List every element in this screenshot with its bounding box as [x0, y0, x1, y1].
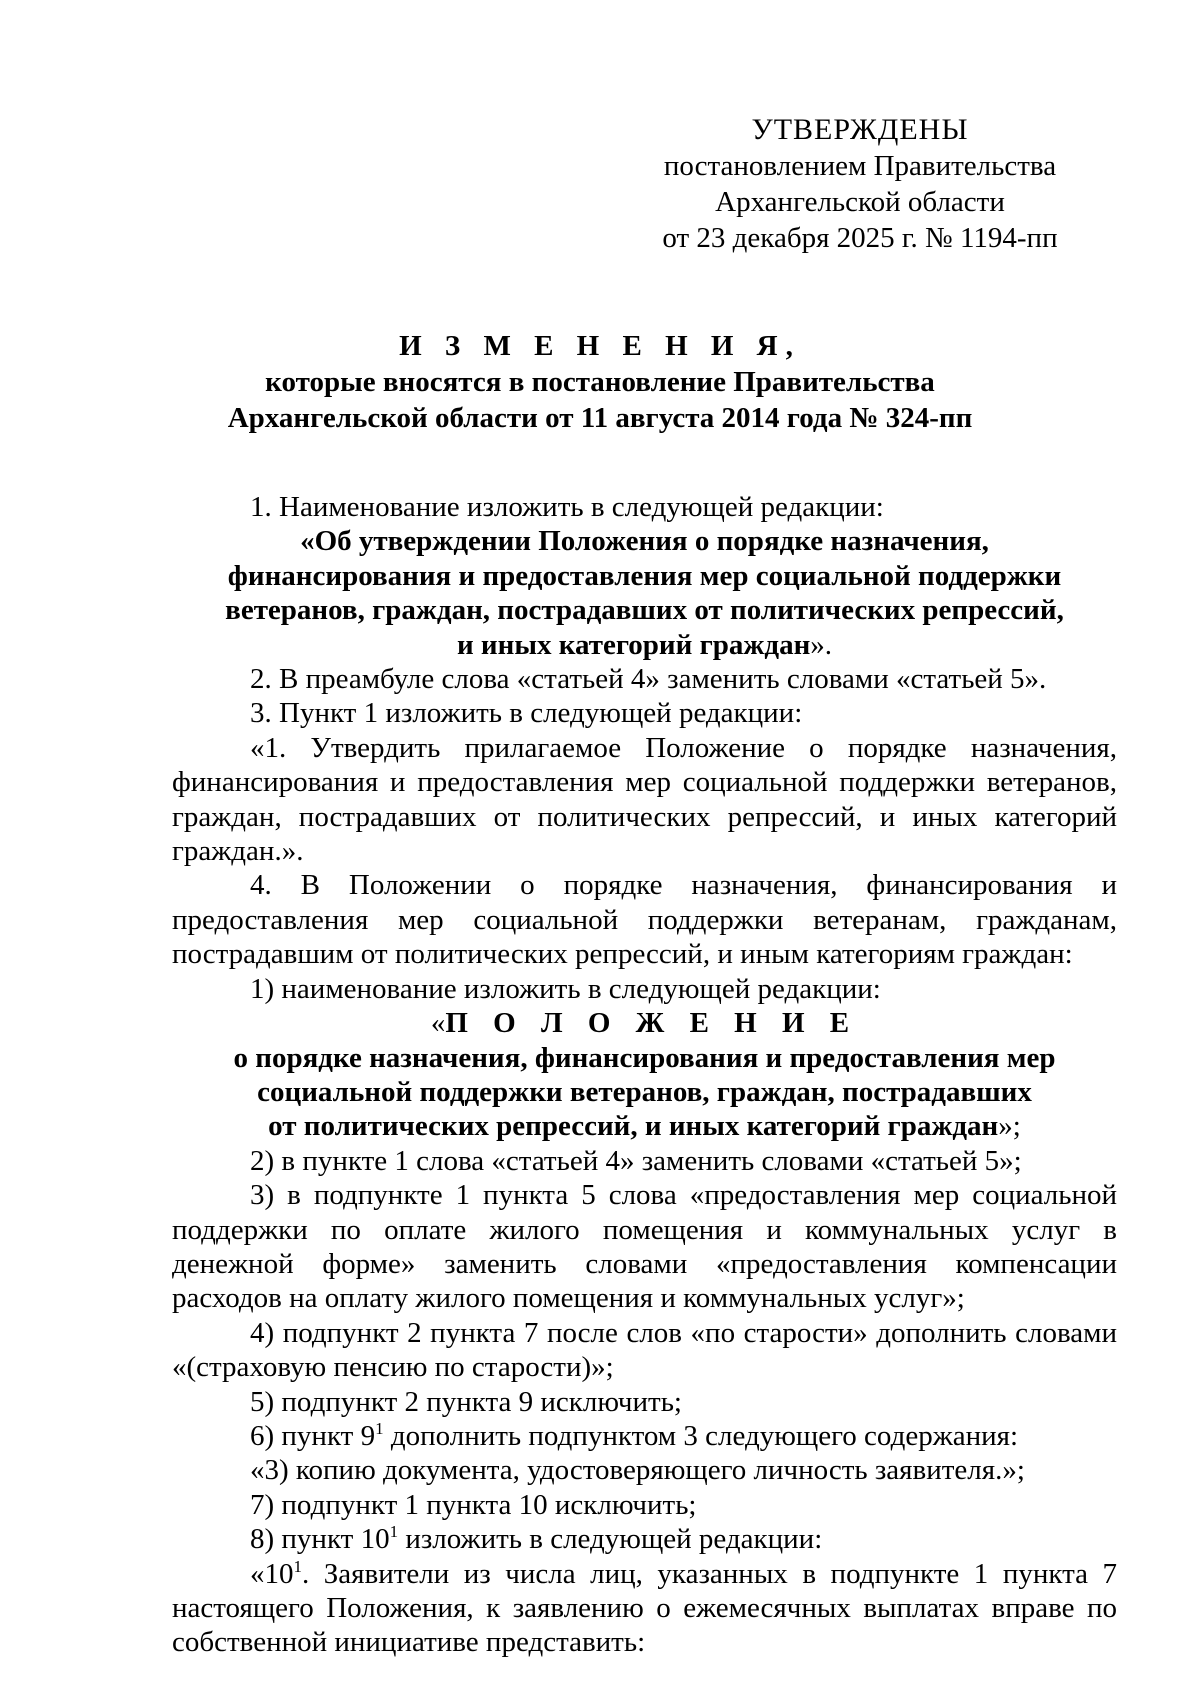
quoted-title-text: и иных категорий граждан — [456, 628, 811, 661]
heading-subtitle: которые вносятся в постановление Правительства — [265, 366, 935, 398]
quote-close: »; — [998, 1110, 1021, 1143]
quoted-title-line: о порядке назначения, финансирования и предоставления мер — [233, 1041, 1056, 1074]
paragraph: 2. В преамбуле слова «статьей 4» заменить словами «статьей 5». — [250, 663, 1047, 696]
quote-close: ». — [810, 628, 833, 661]
quoted-title-line: «Об утверждении Положения о порядке назначения, — [300, 525, 989, 558]
quoted-text: . Заявители из числа лиц, указанных в подпункте 1 пункта 7 настоящего Положения, к заявлению о ежемесячных выплатах вправе по собственной инициативе представить: — [172, 1557, 1117, 1659]
subitem: 3) в подпункте 1 пункта 5 слова «предоставления мер социальной поддержки по оплате жилого помещения и коммунальных услуг в денежной форме» заменить словами «предоставления компенсации расходов на оплату жилого помещения и коммунальных услуг»; — [172, 1179, 1117, 1315]
approval-line: Архангельской области — [715, 186, 1005, 218]
quote-open: « — [430, 1007, 446, 1040]
superscript: 1 — [293, 1556, 302, 1576]
approval-line: постановлением Правительства — [663, 150, 1057, 182]
subitem-text: изложить в следующей редакции: — [398, 1523, 823, 1556]
approval-stamp — [640, 112, 1080, 256]
subitem-text: 8) пункт 10 — [250, 1523, 390, 1556]
subitem: 2) в пункте 1 слова «статьей 4» заменить словами «статьей 5»; — [250, 1144, 1022, 1177]
quoted-title-line — [172, 628, 1117, 662]
approval-title: УТВЕРЖДЕНЫ — [751, 113, 969, 146]
subitem: 5) подпункт 2 пункта 9 исключить; — [250, 1385, 682, 1418]
quoted-title-line — [172, 1006, 1117, 1040]
approval-line: от 23 декабря 2025 г. № 1194-пп — [662, 222, 1058, 254]
paragraph: 1. Наименование изложить в следующей редакции: — [250, 491, 884, 523]
superscript: 1 — [389, 1522, 399, 1542]
quoted-title-line: социальной поддержки ветеранов, граждан, пострадавших — [257, 1075, 1032, 1108]
subitem-text: 6) пункт 9 — [250, 1419, 376, 1452]
superscript: 1 — [375, 1418, 384, 1438]
heading-subtitle: Архангельской области от 11 августа 2014 года № 324-пп — [227, 402, 973, 434]
subitem: 7) подпункт 1 пункта 10 исключить; — [250, 1488, 697, 1521]
regulation-title: П О Л О Ж Е Н И Е — [445, 1007, 859, 1040]
subitem — [172, 1522, 1117, 1556]
paragraph: 3. Пункт 1 изложить в следующей редакции: — [250, 697, 803, 730]
quoted-title-line: финансирования и предоставления мер социальной поддержки — [227, 559, 1062, 592]
quoted-title-line — [172, 1109, 1117, 1143]
quoted-title-text: от политических репрессий, и иных категорий граждан — [268, 1110, 999, 1143]
subitem-text: дополнить подпунктом 3 следующего содержания: — [383, 1419, 1019, 1452]
document-heading — [160, 328, 1040, 436]
quoted-title-line: ветеранов, граждан, пострадавших от политических репрессий, — [225, 594, 1064, 627]
quoted-paragraph: «1. Утвердить прилагаемое Положение о порядке назначения, финансирования и предоставления мер социальной поддержки ветеранов, граждан, пострадавших от политических репрессий, и иных категорий граждан.». — [172, 731, 1117, 868]
subitem: 4) подпункт 2 пункта 7 после слов «по старости» дополнить словами «(страховую пенсию по старости)»; — [172, 1316, 1117, 1384]
heading-title: И З М Е Н Е Н И Я, — [399, 330, 801, 362]
document-body — [172, 490, 1117, 1660]
quoted-paragraph: «3) копию документа, удостоверяющего личность заявителя.»; — [250, 1454, 1025, 1487]
subitem: 1) наименование изложить в следующей редакции: — [250, 972, 881, 1005]
quoted-paragraph — [172, 1557, 1117, 1660]
paragraph: 4. В Положении о порядке назначения, финансирования и предоставления мер социальной поддержки ветеранам, гражданам, пострадавшим от политических репрессий, и иным категориям граждан: — [172, 869, 1117, 971]
subitem — [172, 1419, 1117, 1453]
quoted-text: «10 — [250, 1557, 294, 1590]
